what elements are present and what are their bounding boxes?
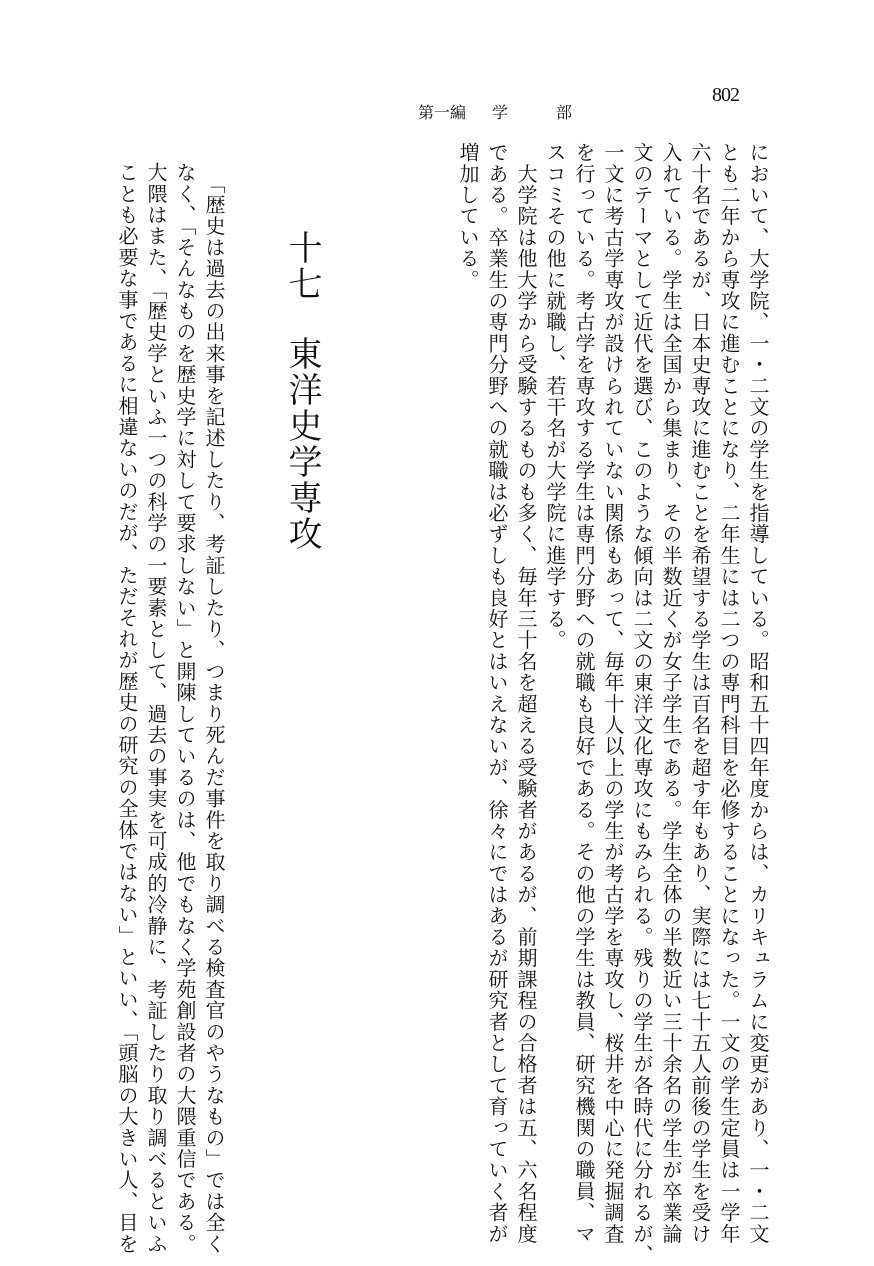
text-line: 六十名であるが、日本史専攻に進むことを希望する学生は百名を超す年もあり、実際には七十五人前後の学生を受け bbox=[688, 142, 712, 1245]
body-text-section-a bbox=[453, 142, 772, 1266]
text-line: ことも必要な事であるに相違ないのだが、ただそれが歴史の研究の全体ではない」といい、「頭脳の大きい人、目を bbox=[115, 162, 139, 1255]
section-heading-title: 東洋史学専攻 bbox=[282, 336, 322, 552]
section-heading bbox=[282, 230, 322, 552]
page-number: 802 bbox=[712, 84, 739, 106]
text-line: スコミその他に就職し、若干名が大学院に進学する。 bbox=[543, 142, 567, 651]
text-line: 大隈はまた、「歴史学といふ一つの科学の一要素として、過去の事実を可成的冷静に、考証したり取り調べるといふ bbox=[144, 162, 168, 1255]
body-text-section-b bbox=[112, 162, 228, 1255]
running-header bbox=[418, 100, 572, 123]
text-line: 一文に考古学専攻が設けられていない関係もあって、毎年十人以上の学生が考古学を専攻し、桜井を中心に発掘調査 bbox=[601, 142, 625, 1245]
text-line: なく、「そんなものを歴史学に対して要求しない」と開陳しているのは、他でもなく学苑創設者の大隈重信である。 bbox=[173, 162, 197, 1255]
text-line: である。卒業生の専門分野への就職は必ずしも良好とはいえないが、徐々にではあるが研究者として育っていく者が bbox=[485, 142, 509, 1245]
text-line: 文のテーマとして近代を選び、このような傾向は二文の東洋文化専攻にもみられる。残りの学生が各時代に分れるが、 bbox=[630, 142, 654, 1266]
running-header-char2: 部 bbox=[556, 103, 573, 122]
section-heading-number: 十七 bbox=[282, 230, 322, 302]
running-header-part: 第一編 bbox=[418, 103, 467, 122]
text-line: 大学院は他大学から受験するものも多く、毎年三十名を超える受験者があるが、前期課程の合格者は五、六名程度 bbox=[514, 142, 538, 1245]
text-line: 「歴史は過去の出来事を記述したり、考証したり、つまり死んだ事件を取り調べる検査官のやうなもの」では全く bbox=[202, 162, 226, 1255]
text-line: 増加している。 bbox=[456, 142, 480, 291]
text-line: 入れている。学生は全国から集まり、その半数近くが女子学生である。学生全体の半数近い三十余名の学生が卒業論 bbox=[659, 142, 683, 1245]
running-header-char1: 学 bbox=[492, 103, 509, 122]
text-line: とも二年から専攻に進むことになり、二年生には二つの専門科目を必修することになった。一文の学生定員は一学年 bbox=[717, 142, 741, 1245]
text-line: において、大学院、一・二文の学生を指導している。昭和五十四年度からは、カリキュラムに変更があり、一・二文 bbox=[746, 142, 770, 1245]
text-line: を行っている。考古学を専攻する学生は専門分野への就職も良好である。その他の学生は教員、研究機関の職員、マ bbox=[572, 142, 596, 1245]
